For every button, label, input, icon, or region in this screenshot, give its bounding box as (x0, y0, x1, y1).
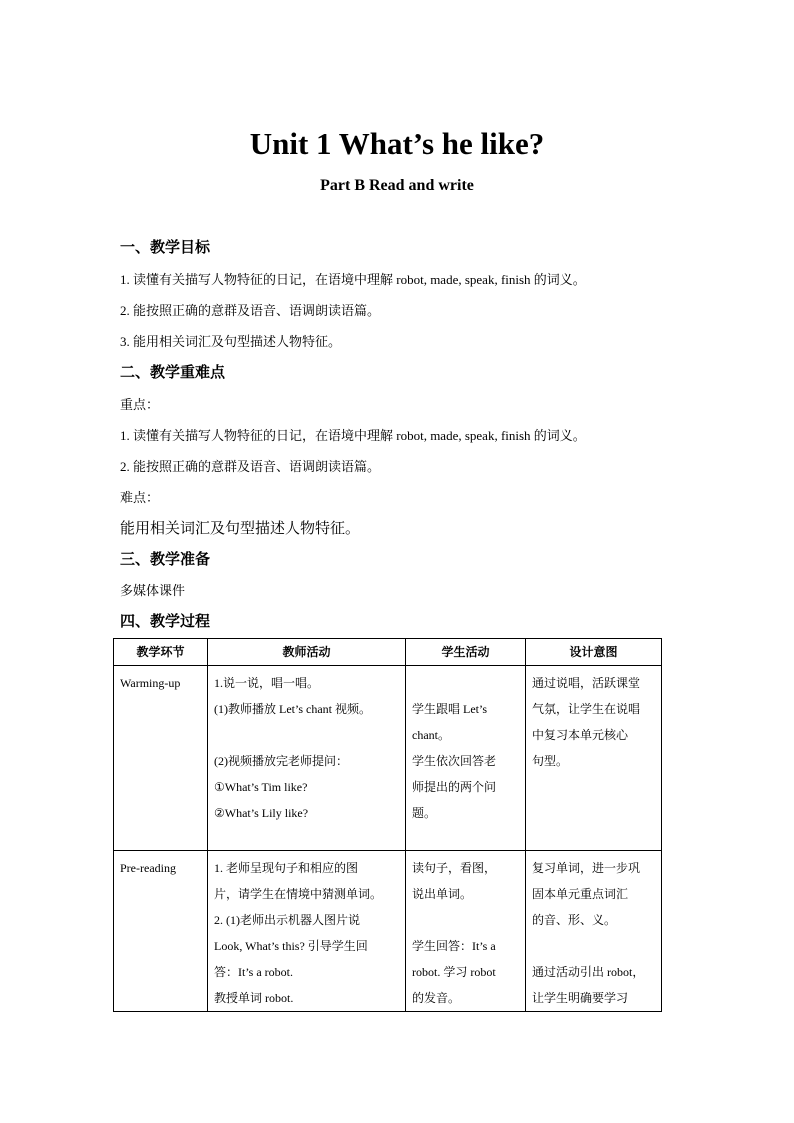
table-header-row (114, 639, 662, 666)
design-intent-cell: 复习单词，进一步巩 固本单元重点词汇 的音、形、义。 通过活动引出 robot， 让学生明确要学习 (526, 851, 662, 1012)
difficulty-text: 能用相关词汇及句型描述人物特征。 (120, 521, 361, 537)
key-points-label: 重点： (120, 397, 160, 412)
section-heading-preparation: 三、教学准备 (120, 552, 211, 568)
objective-item: 2. 能按照正确的意群及语音、语调朗读语篇。 (120, 303, 381, 318)
objective-item: 3. 能用相关词汇及句型描述人物特征。 (120, 334, 342, 349)
preparation-text: 多媒体课件 (120, 583, 186, 598)
difficulty-label: 难点： (120, 490, 160, 505)
column-header: 教师活动 (208, 639, 406, 666)
key-point-item: 1. 读懂有关描写人物特征的日记，在语境中理解 robot, made, speak, finish 的词义。 (120, 428, 586, 443)
section-heading-objectives: 一、教学目标 (120, 240, 211, 256)
teacher-activity-cell: 1. 老师呈现句子和相应的图 片，请学生在情境中猜测单词。 2. (1)老师出示机器人图片说 Look, What’s this? 引导学生回 答：It’s a robot. 教授单词 robot. (208, 851, 406, 1012)
teacher-activity-cell: 1.说一说，唱一唱。 (1)教师播放 Let’s chant 视频。 (2)视频播放完老师提问： ①What’s Tim like? ②What’s Lily like? (208, 666, 406, 851)
page-title: Unit 1 What’s he like? (249, 126, 545, 161)
key-point-item: 2. 能按照正确的意群及语音、语调朗读语篇。 (120, 459, 381, 474)
stage-cell: Pre-reading (114, 851, 208, 1012)
section-heading-key-points: 二、教学重难点 (120, 365, 226, 381)
column-header: 学生活动 (406, 639, 526, 666)
page-subtitle: Part B Read and write (320, 177, 474, 194)
student-activity-cell: 读句子，看图， 说出单词。 学生回答：It’s a robot. 学习 robot 的发音。 (406, 851, 526, 1012)
objective-item: 1. 读懂有关描写人物特征的日记，在语境中理解 robot, made, speak, finish 的词义。 (120, 272, 586, 287)
teaching-process-table (113, 638, 662, 1012)
student-activity-cell: 学生跟唱 Let’s chant。 学生依次回答老 师提出的两个问 题。 (406, 666, 526, 851)
design-intent-cell: 通过说唱，活跃课堂 气氛，让学生在说唱 中复习本单元核心 句型。 (526, 666, 662, 851)
column-header: 设计意图 (526, 639, 662, 666)
section-heading-process: 四、教学过程 (120, 614, 211, 630)
column-header: 教学环节 (114, 639, 208, 666)
table-row (114, 666, 662, 851)
stage-cell: Warming-up (114, 666, 208, 851)
table-row (114, 851, 662, 1012)
